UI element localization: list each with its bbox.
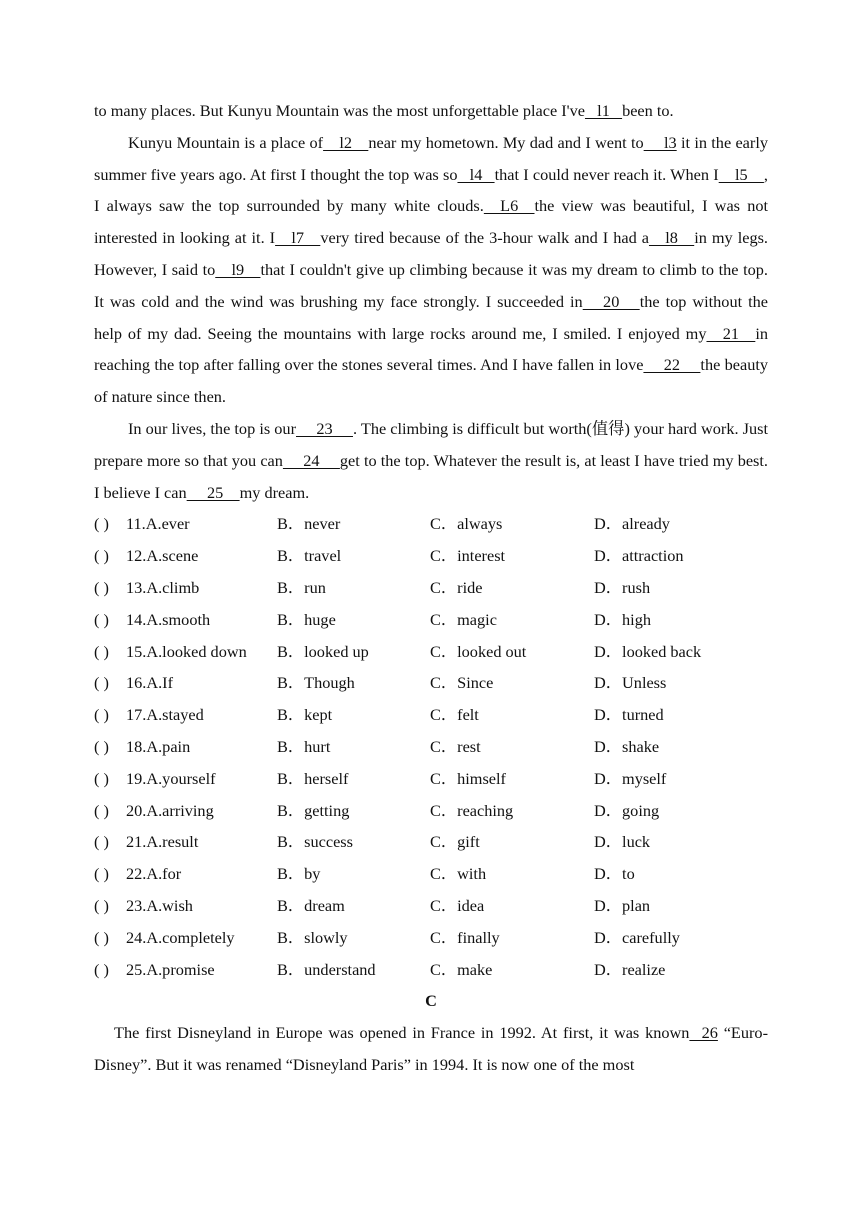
text: in my legs. However, I said to <box>94 228 769 279</box>
answer-bracket[interactable]: ( ) <box>94 673 109 693</box>
text: , I always saw the top surrounded by many white clouds. <box>94 164 768 216</box>
option-c: C．rest <box>430 736 481 756</box>
option-a: 15.A.looked down <box>126 641 247 661</box>
text: The first Disneyland in Europe was opened in France in 1992. At first, it was known <box>114 1023 690 1043</box>
text: that I couldn't give up climbing because it was my dream to climb to the top. It was cold and the wind was brushing my face strongly. I succeeded in <box>94 259 768 311</box>
text: . The climbing is difficult but worth(值得) your hard work. Just prepare more so that you can <box>94 418 768 470</box>
answer-bracket[interactable]: ( ) <box>94 959 109 979</box>
option-d: D．rush <box>594 577 651 597</box>
option-d: D．carefully <box>594 927 680 947</box>
answer-bracket[interactable]: ( ) <box>94 609 109 629</box>
question-row <box>94 890 768 922</box>
option-a: 14.A.smooth <box>126 609 211 629</box>
blank-24: 24 <box>282 450 340 470</box>
option-b: B．never <box>277 514 341 534</box>
option-b: B．travel <box>277 546 342 566</box>
answer-bracket[interactable]: ( ) <box>94 768 109 788</box>
text: been to. <box>622 101 674 120</box>
blank-15: l5 <box>718 164 764 184</box>
option-d: D．luck <box>594 832 651 852</box>
option-a: 19.A.yourself <box>126 768 216 788</box>
question-row <box>94 667 768 699</box>
question-row <box>94 636 768 668</box>
text: get to the top. Whatever the result is, at least I have tried my best. I believe I can <box>94 450 768 502</box>
text: the top without the help of my dad. Seeing the mountains with large rocks around me, I smiled. I enjoyed my <box>94 291 768 343</box>
question-options <box>94 508 768 985</box>
option-a: 16.A.If <box>126 673 174 693</box>
option-c: C．always <box>430 514 503 534</box>
option-d: D．to <box>594 864 635 884</box>
option-b: B．run <box>277 577 326 597</box>
blank-25: 25 <box>186 482 240 502</box>
answer-bracket[interactable]: ( ) <box>94 641 109 661</box>
answer-bracket[interactable]: ( ) <box>94 927 109 947</box>
option-c: C．reaching <box>430 800 514 820</box>
question-row <box>94 508 768 540</box>
text: the view was beautiful, I was not interested in looking at it. I <box>94 196 769 248</box>
option-c: C．gift <box>430 832 480 852</box>
blank-14: l4 <box>457 164 495 184</box>
option-b: B．understand <box>277 959 376 979</box>
option-b: B．getting <box>277 800 350 820</box>
question-row <box>94 731 768 763</box>
answer-bracket[interactable]: ( ) <box>94 514 109 534</box>
answer-bracket[interactable]: ( ) <box>94 895 109 915</box>
option-d: D．plan <box>594 895 651 915</box>
option-d: D．going <box>594 800 660 820</box>
option-a: 18.A.pain <box>126 736 191 756</box>
option-d: D．shake <box>594 736 660 756</box>
exam-page <box>94 95 768 1081</box>
question-row <box>94 858 768 890</box>
option-a: 25.A.promise <box>126 959 215 979</box>
option-d: D．myself <box>594 768 667 788</box>
text: in reaching the top after falling over the stones several times. And I have fallen in love <box>94 323 768 375</box>
option-b: B．hurt <box>277 736 331 756</box>
option-a: 11.A.ever <box>126 514 190 534</box>
option-b: B．Though <box>277 673 355 693</box>
option-c: C．Since <box>430 673 494 693</box>
section-c-title: C <box>425 991 437 1011</box>
option-c: C．magic <box>430 609 497 629</box>
option-d: D．Unless <box>594 673 667 693</box>
option-c: C．idea <box>430 895 485 915</box>
answer-bracket[interactable]: ( ) <box>94 800 109 820</box>
option-b: B．slowly <box>277 927 348 947</box>
text: that I could never reach it. When I <box>494 164 719 184</box>
blank-17: l7 <box>275 228 321 248</box>
question-row <box>94 922 768 954</box>
option-c: C．himself <box>430 768 506 788</box>
blank-12: l2 <box>323 132 369 152</box>
option-a: 12.A.scene <box>126 546 199 566</box>
passage-b-paragraph-1 <box>94 127 768 413</box>
passage-b-paragraph-0 <box>94 95 768 127</box>
option-b: B．herself <box>277 768 349 788</box>
option-c: C．interest <box>430 546 506 566</box>
text: it in the early summer five years ago. At first I thought the top was so <box>94 132 768 184</box>
option-d: D．looked back <box>594 641 702 661</box>
question-row <box>94 763 768 795</box>
question-row <box>94 954 768 986</box>
blank-16: L6 <box>483 196 535 216</box>
option-a: 24.A.completely <box>126 927 235 947</box>
blank-19: l9 <box>215 259 261 279</box>
option-a: 21.A.result <box>126 832 199 852</box>
blank-21: 21 <box>706 323 756 343</box>
option-c: C．with <box>430 864 487 884</box>
option-b: B．by <box>277 864 321 884</box>
option-c: C．make <box>430 959 493 979</box>
blank-26: 26 <box>689 1023 718 1043</box>
question-row <box>94 699 768 731</box>
answer-bracket[interactable]: ( ) <box>94 864 109 884</box>
option-b: B．dream <box>277 895 345 915</box>
option-d: D．turned <box>594 705 664 725</box>
text: my dream. <box>239 482 310 502</box>
option-d: D．high <box>594 609 651 629</box>
answer-bracket[interactable]: ( ) <box>94 705 109 725</box>
passage-c-paragraph <box>94 1017 768 1081</box>
option-d: D．already <box>594 514 670 534</box>
blank-18: l8 <box>648 228 695 248</box>
passage-b-paragraph-2 <box>94 413 768 508</box>
blank-23: 23 <box>296 418 353 438</box>
option-c: C．looked out <box>430 641 527 661</box>
question-row <box>94 572 768 604</box>
option-b: B．success <box>277 832 353 852</box>
option-c: C．ride <box>430 577 483 597</box>
question-row <box>94 604 768 636</box>
option-a: 17.A.stayed <box>126 705 204 725</box>
option-a: 20.A.arriving <box>126 800 214 820</box>
option-a: 22.A.for <box>126 864 182 884</box>
text: Kunyu Mountain is a place of <box>128 132 324 152</box>
text: very tired because of the 3-hour walk and I had a <box>320 228 649 248</box>
option-b: B．looked up <box>277 641 369 661</box>
option-b: B．huge <box>277 609 336 629</box>
option-c: C．finally <box>430 927 500 947</box>
text: “Euro-Disney”. But it was renamed “Disneyland Paris” in 1994. It is now one of the most <box>94 1023 768 1074</box>
option-d: D．attraction <box>594 546 684 566</box>
question-row <box>94 540 768 572</box>
blank-20: 20 <box>582 291 640 311</box>
blank-22: 22 <box>643 355 701 375</box>
question-row <box>94 826 768 858</box>
answer-bracket[interactable]: ( ) <box>94 832 109 852</box>
answer-bracket[interactable]: ( ) <box>94 577 109 597</box>
blank-13: l3 <box>643 132 677 152</box>
option-c: C．felt <box>430 705 479 725</box>
text: near my hometown. My dad and I went to <box>368 132 644 152</box>
option-b: B．kept <box>277 705 333 725</box>
option-d: D．realize <box>594 959 666 979</box>
blank-11: l1 <box>584 101 623 120</box>
text: In our lives, the top is our <box>128 418 296 438</box>
text: the beauty of nature since then. <box>94 355 769 407</box>
option-a: 13.A.climb <box>126 577 200 597</box>
question-row <box>94 795 768 827</box>
text: to many places. But Kunyu Mountain was the most unforgettable place I've <box>94 101 585 120</box>
answer-bracket[interactable]: ( ) <box>94 546 109 566</box>
answer-bracket[interactable]: ( ) <box>94 736 109 756</box>
option-a: 23.A.wish <box>126 895 193 915</box>
